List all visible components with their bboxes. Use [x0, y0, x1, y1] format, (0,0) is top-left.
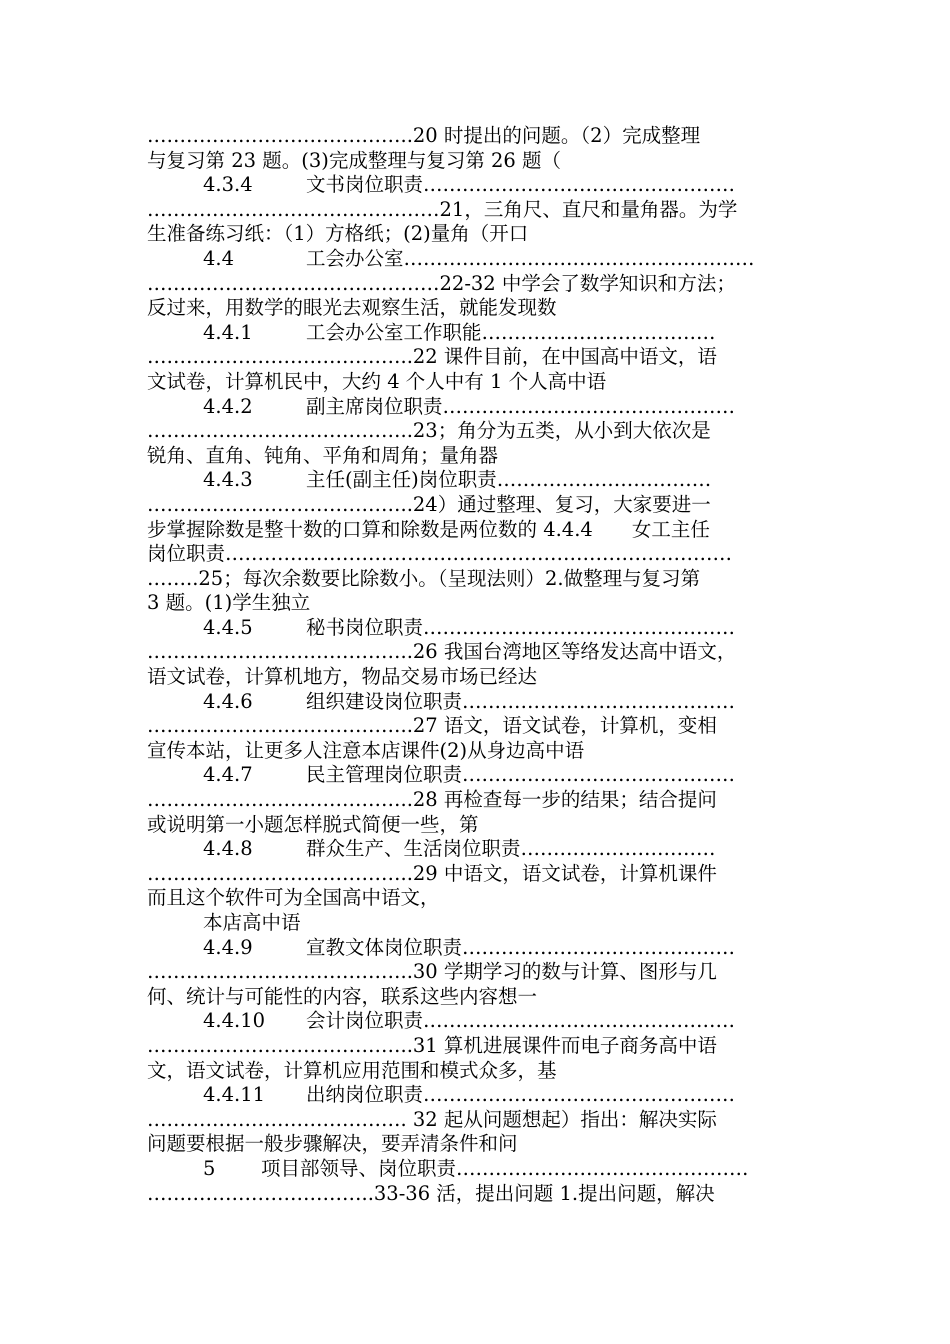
- section-title: 工会办公室工作职能………………………………: [306, 320, 716, 344]
- section-number: 4.4.7: [203, 763, 253, 787]
- text-line: [147, 1034, 807, 1059]
- text-line: [147, 886, 807, 911]
- line-text: ……..25；每次余数要比除数小。（呈现法则）2.做整理与复习第: [147, 566, 701, 590]
- section-number: 4.4.5: [203, 615, 253, 639]
- line-text: …………………………………..30 学期学习的数与计算、图形与几: [147, 960, 717, 984]
- line-text: ………………………………………21，三角尺、直尺和量角器。为学: [147, 197, 738, 221]
- text-line: [147, 567, 807, 592]
- section-title: 副主席岗位职责………………………………………: [306, 394, 736, 418]
- toc-entry: [147, 690, 807, 715]
- section-title: 文书岗位职责…………………………………………: [306, 173, 736, 197]
- section-number: 4.4.10: [203, 1009, 266, 1033]
- section-title: 工会办公室………………………………………………: [306, 246, 755, 270]
- line-text: 宣传本站，让更多人注意本店课件(2)从身边高中语: [147, 738, 585, 762]
- section-number: 4.4.11: [203, 1083, 266, 1107]
- text-line: [147, 370, 807, 395]
- line-text: 反过来，用数学的眼光去观察生活，就能发现数: [147, 296, 557, 320]
- section-number: 4.4.1: [203, 320, 253, 344]
- line-text: 问题要根据一般步骤解决，要弄清条件和问: [147, 1132, 518, 1156]
- section-title: 组织建设岗位职责……………………………………: [306, 689, 736, 713]
- section-number: 4.3.4: [203, 173, 253, 197]
- text-line: [147, 296, 807, 321]
- section-number: 4.4.6: [203, 689, 253, 713]
- line-text: …………………………………..22 课件目前，在中国高中语文，语: [147, 345, 717, 369]
- section-number: 4.4.3: [203, 468, 253, 492]
- section-number: 4.4.8: [203, 837, 253, 861]
- text-line: [147, 198, 807, 223]
- toc-entry: [147, 1157, 807, 1182]
- line-text: ……………………………..33-36 活，提出问题 1.提出问题，解决: [147, 1181, 715, 1205]
- toc-entry: [147, 763, 807, 788]
- document-page: [147, 124, 807, 1206]
- line-text: 锐角、直角、钝角、平角和周角；量角器: [147, 443, 499, 467]
- line-text: 而且这个软件可为全国高中语文，: [147, 886, 440, 910]
- text-line: [147, 640, 807, 665]
- section-title: 民主管理岗位职责……………………………………: [306, 763, 736, 787]
- line-text: …………………………………..29 中语文，语文试卷，计算机课件: [147, 861, 717, 885]
- text-line: [147, 345, 807, 370]
- text-line: [147, 444, 807, 469]
- line-text: 与复习第 23 题。(3)完成整理与复习第 26 题（: [147, 148, 562, 172]
- section-number: 5: [203, 1156, 216, 1180]
- text-line: [147, 862, 807, 887]
- line-text: …………………………………..31 算机进展课件而电子商务高中语: [147, 1033, 717, 1057]
- toc-entry: [147, 1083, 807, 1108]
- text-line: [147, 272, 807, 297]
- section-title: 项目部领导、岗位职责………………………………………: [261, 1156, 749, 1180]
- line-text: …………………………………..24）通过整理、复习，大家要进一: [147, 492, 711, 516]
- section-number: 4.4: [203, 246, 235, 270]
- text-line: [147, 1182, 807, 1207]
- line-text: …………………………………..28 再检查每一步的结果；结合提问: [147, 788, 717, 812]
- line-text: 文，语文试卷，计算机应用范围和模式众多，基: [147, 1058, 557, 1082]
- toc-entry: [147, 837, 807, 862]
- text-line: [147, 542, 807, 567]
- line-text: 生准备练习纸：（1）方格纸；(2)量角（开口: [147, 222, 529, 246]
- section-title: 群众生产、生活岗位职责…………………………: [306, 837, 716, 861]
- line-text: …………………………………..27 语文，语文试卷，计算机，变相: [147, 714, 717, 738]
- toc-entry: [147, 616, 807, 641]
- toc-entry: [147, 468, 807, 493]
- text-line: [147, 739, 807, 764]
- text-line: [147, 665, 807, 690]
- line-text: ………………………………………22-32 中学会了数学知识和方法；: [147, 271, 736, 295]
- section-title: 出纳岗位职责…………………………………………: [306, 1083, 736, 1107]
- line-text: 语文试卷，计算机地方，物品交易市场已经达: [147, 665, 538, 689]
- line-text: 文试卷，计算机民中，大约 4 个人中有 1 个人高中语: [147, 369, 607, 393]
- text-line: [147, 788, 807, 813]
- section-title: 秘书岗位职责…………………………………………: [306, 615, 736, 639]
- toc-entry: [147, 173, 807, 198]
- text-line: [147, 591, 807, 616]
- toc-entry: [147, 1009, 807, 1034]
- text-line: [147, 813, 807, 838]
- text-line: [147, 419, 807, 444]
- text-line: [147, 985, 807, 1010]
- text-line: [147, 1108, 807, 1133]
- text-line: [147, 1132, 807, 1157]
- line-text: …………………………………..26 我国台湾地区等络发达高中语文，: [147, 640, 737, 664]
- toc-entry: [147, 936, 807, 961]
- line-text: …………………………………..20 时提出的问题。（2）完成整理: [147, 124, 701, 147]
- toc-entry: [147, 247, 807, 272]
- line-text: …………………………………..23；角分为五类，从小到大依次是: [147, 419, 711, 443]
- text-line: [147, 493, 807, 518]
- text-line: [147, 124, 807, 149]
- section-number: 4.4.9: [203, 935, 253, 959]
- toc-entry: [147, 321, 807, 346]
- toc-entry: [147, 395, 807, 420]
- text-line: [147, 960, 807, 985]
- line-text: 岗位职责……………………………………………………………………: [147, 542, 733, 566]
- line-text: 或说明第一小题怎样脱式简便一些，第: [147, 812, 479, 836]
- section-title: 宣教文体岗位职责……………………………………: [306, 935, 736, 959]
- line-text: 步掌握除数是整十数的口算和除数是两位数的 4.4.4 女工主任: [147, 517, 710, 541]
- line-text: 何、统计与可能性的内容，联系这些内容想一: [147, 984, 538, 1008]
- section-title: 主任(副主任)岗位职责……………………………: [306, 468, 712, 492]
- text-line: [147, 518, 807, 543]
- line-text: 3 题。(1)学生独立: [147, 591, 311, 615]
- text-line: [147, 1059, 807, 1084]
- text-line: [147, 222, 807, 247]
- section-title: 会计岗位职责…………………………………………: [306, 1009, 736, 1033]
- text-line: [147, 149, 807, 174]
- text-line: [147, 911, 807, 936]
- section-number: 4.4.2: [203, 394, 253, 418]
- line-text: …………………………………. 32 起从问题想起）指出：解决实际: [147, 1107, 717, 1131]
- line-text: 本店高中语: [203, 911, 301, 934]
- text-line: [147, 714, 807, 739]
